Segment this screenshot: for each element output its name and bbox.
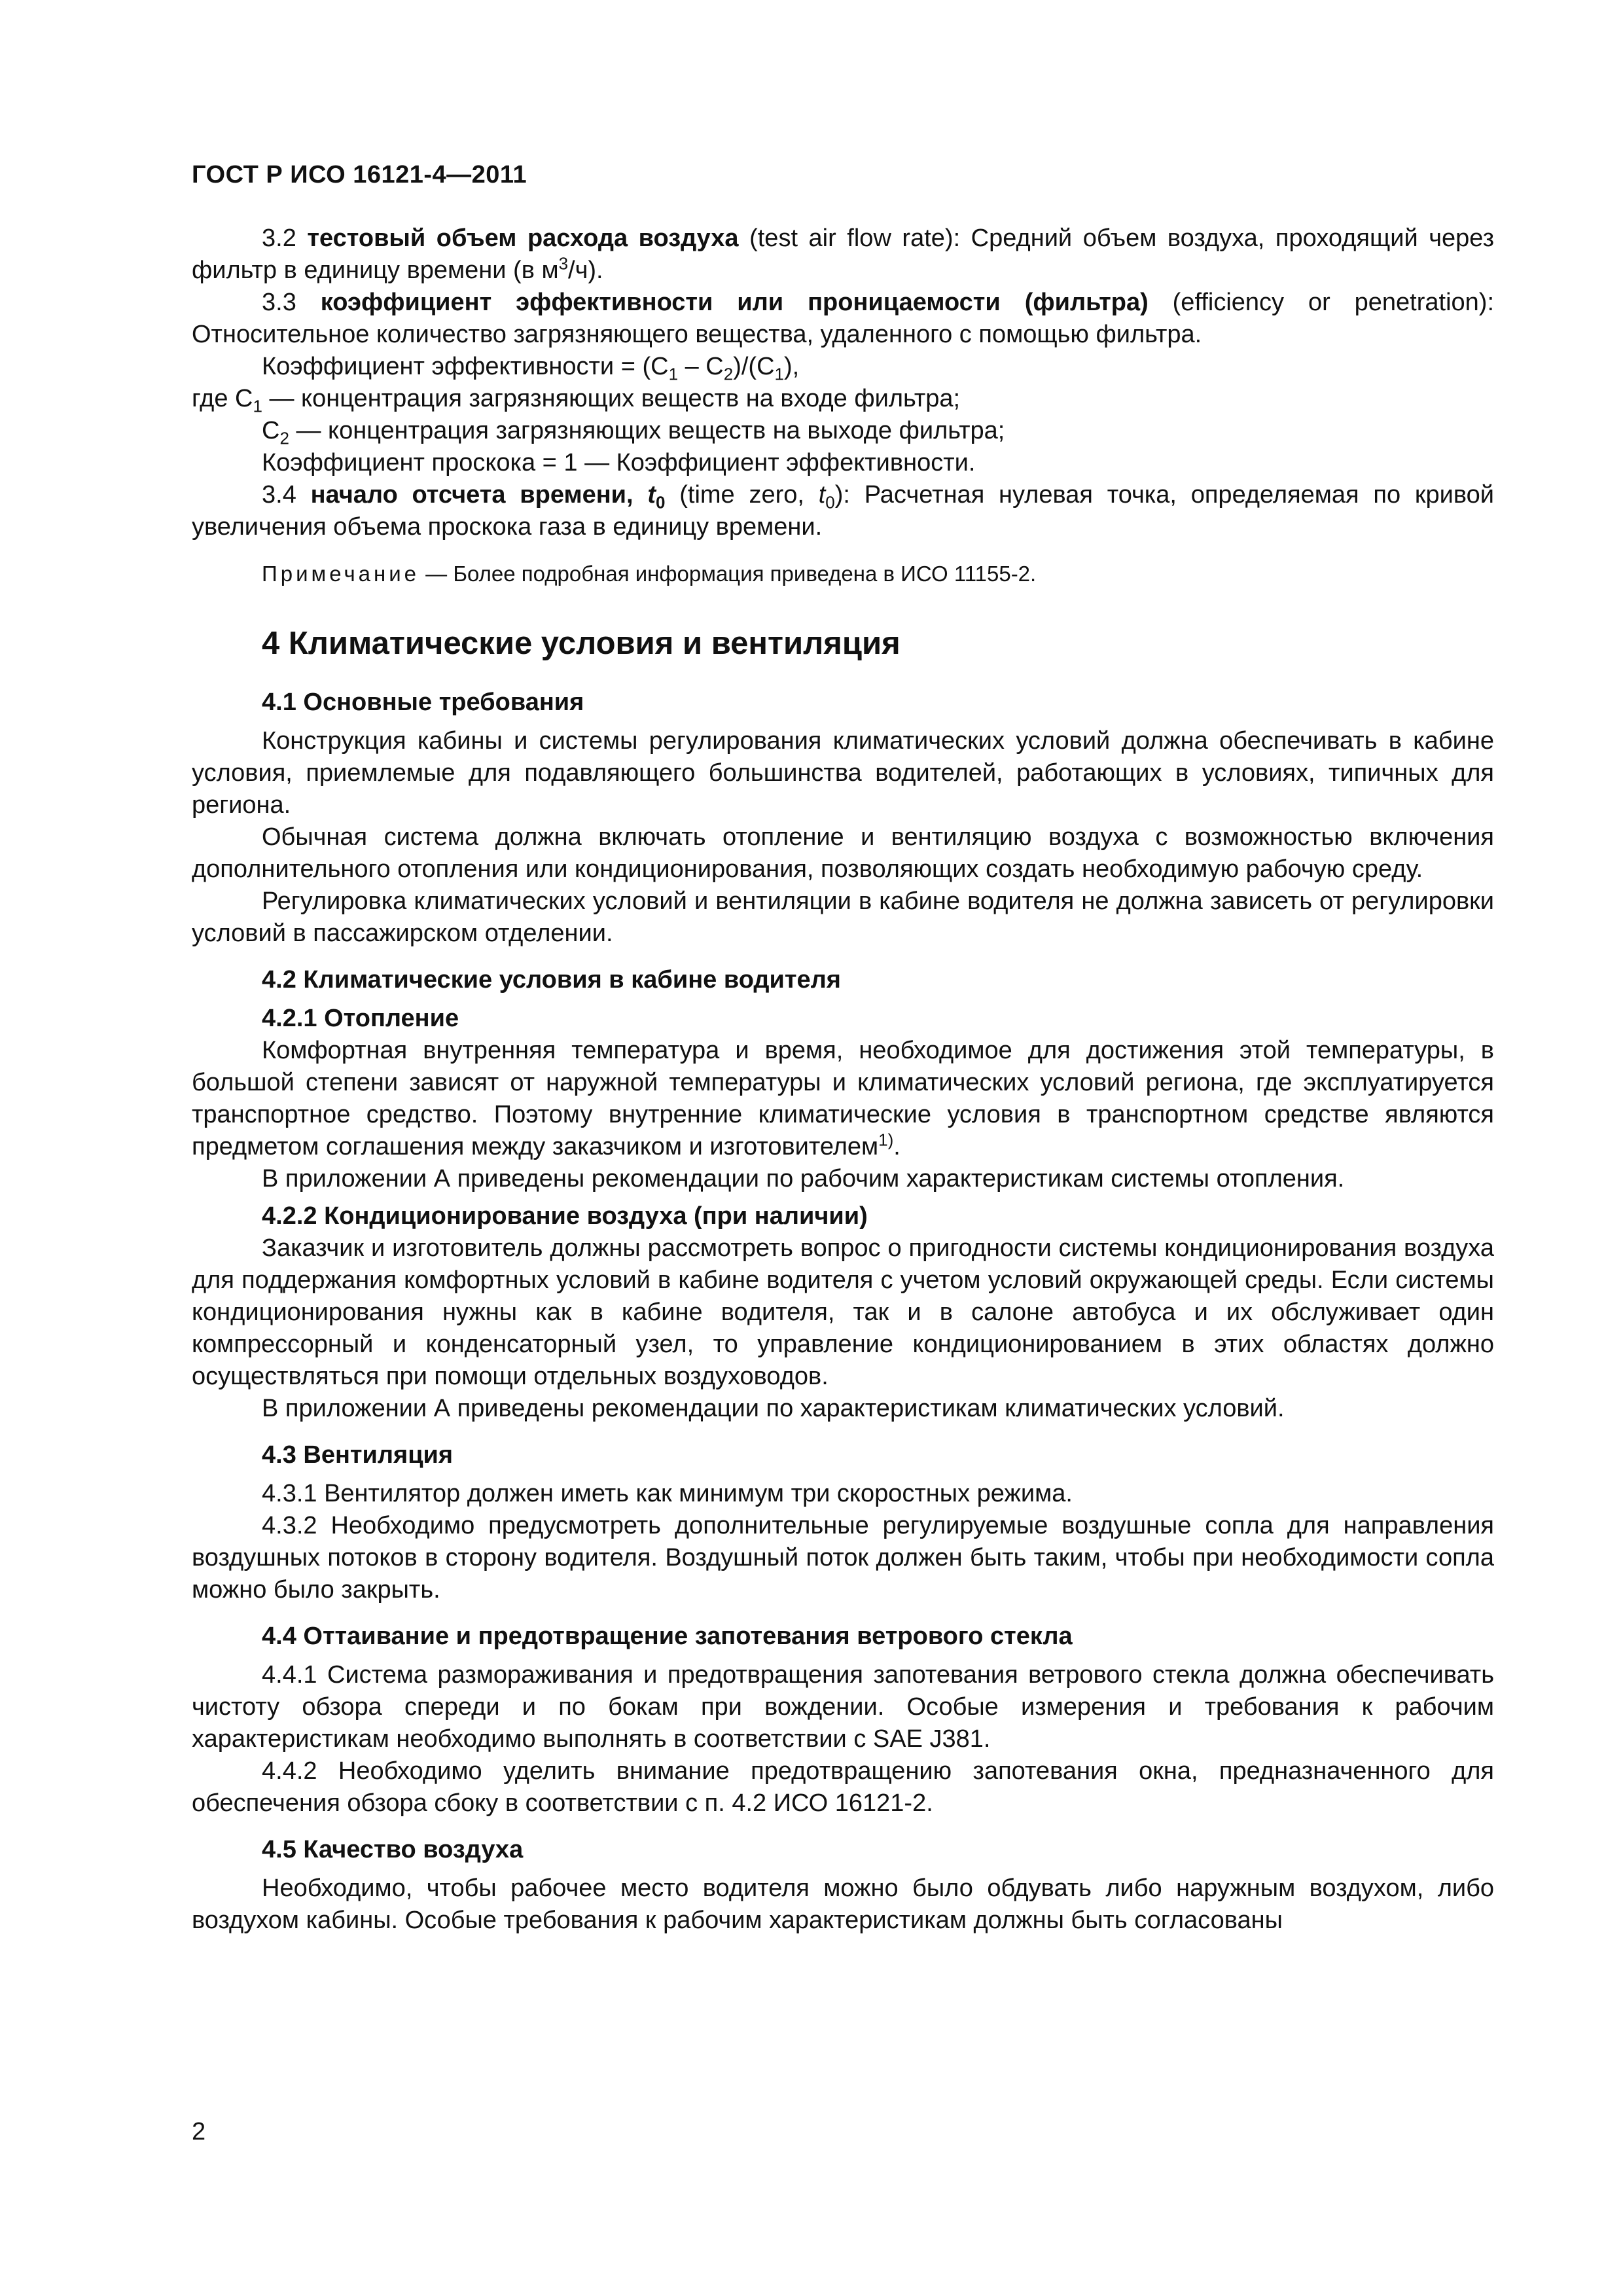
- section-4-2-heading: 4.2 Климатические условия в кабине водителя: [262, 966, 841, 994]
- paragraph: 4.3.1 Вентилятор должен иметь как минимум три скоростных режима.: [262, 1480, 1073, 1507]
- section-4-heading: 4 Климатические условия и вентиляция: [262, 626, 901, 661]
- paragraph: Необходимо, чтобы рабочее место водителя можно было обдувать либо наружным воздухом, либо воздухом кабины. Особые требования к рабочим характеристикам должны быть согласованы: [192, 1874, 1494, 1934]
- definition-3-3: 3.3 коэффициент эффективности или проницаемости (фильтра) (efficiency or penetration): Относительное количество загрязняющего вещества, удаленного с помощью фильтра.: [192, 289, 1495, 348]
- paragraph: Заказчик и изготовитель должны рассмотреть вопрос о пригодности системы кондиционирования воздуха для поддержания комфортных условий в кабине водителя с учетом условий окружающей среды. Если системы кондиционирования нужны как в кабине водителя, так и в салоне автобуса и их обслуживает один компрессорный и конденсаторный узел, то управление кондиционированием в этих областях должно осуществляться при помощи отдельных воздуховодов.: [192, 1234, 1494, 1390]
- paragraph: 4.4.2 Необходимо уделить внимание предотвращению запотевания окна, предназначенного для обеспечения обзора сбоку в соответствии с п. 4.2 ИСО 16121-2.: [192, 1757, 1494, 1817]
- formula-where-c1: где $С_1$ — концентрация загрязняющих веществ на входе фильтра;: [192, 385, 961, 416]
- note-3-4: Примечание — Более подробная информация приведена в ИСО 11155-2.: [262, 562, 1037, 586]
- definition-3-2: 3.2 тестовый объем расхода воздуха (test air flow rate): Средний объем воздуха, проходящий через фильтр в единицу времени (в $м^3/ч$).: [192, 224, 1494, 284]
- formula-breakthrough: Коэффициент проскока = 1 — Коэффициент эффективности.: [262, 449, 976, 476]
- section-4-2-2-heading: 4.2.2 Кондиционирование воздуха (при наличии): [262, 1202, 868, 1230]
- paragraph: 4.4.1 Система размораживания и предотвращения запотевания ветрового стекла должна обеспечивать чистоту обзора спереди и по бокам при вождении. Особые измерения и требования к рабочим характеристикам необходимо выполнять в соответствии с SAE J381.: [192, 1661, 1494, 1753]
- paragraph: В приложении А приведены рекомендации по рабочим характеристикам системы отопления.: [262, 1165, 1345, 1193]
- formula-where-c2: $С_2$ — концентрация загрязняющих веществ на выходе фильтра;: [262, 417, 1005, 448]
- page-body: [192, 223, 1494, 1937]
- section-4-1-heading: 4.1 Основные требования: [262, 689, 584, 716]
- section-4-5-heading: 4.5 Качество воздуха: [262, 1836, 524, 1863]
- paragraph: Регулировка климатических условий и вентиляции в кабине водителя не должна зависеть от регулировки условий в пассажирском отделении.: [192, 888, 1494, 947]
- paragraph: В приложении А приведены рекомендации по характеристикам климатических условий.: [262, 1395, 1285, 1422]
- section-4-4-heading: 4.4 Оттаивание и предотвращение запотевания ветрового стекла: [262, 1623, 1073, 1650]
- document-header: ГОСТ Р ИСО 16121-4—2011: [192, 161, 527, 188]
- page-number: 2: [192, 2118, 206, 2145]
- section-4-3-heading: 4.3 Вентиляция: [262, 1441, 454, 1469]
- paragraph: Обычная система должна включать отопление и вентиляцию воздуха с возможностью включения дополнительного отопления или кондиционирования, позволяющих создать необходимую рабочую среду.: [192, 823, 1494, 883]
- paragraph: Конструкция кабины и системы регулирования климатических условий должна обеспечивать в кабине условия, приемлемые для подавляющего большинства водителей, работающих в условиях, типичных для региона.: [192, 727, 1494, 819]
- paragraph: Комфортная внутренняя температура и время, необходимое для достижения этой температуры, в большой степени зависят от наружной температуры и климатических условий региона, где эксплуатируется транспортное средство. Поэтому внутренние климатические условия в транспортном средстве являются предметом соглашения между заказчиком и изготовителем$^{1)}$.: [192, 1037, 1494, 1160]
- formula-efficiency: Коэффициент эффективности = $(С_1 - С_2)/(С_1)$,: [262, 353, 800, 384]
- paragraph: 4.3.2 Необходимо предусмотреть дополнительные регулируемые воздушные сопла для направления воздушных потоков в сторону водителя. Воздушный поток должен быть таким, чтобы при необходимости сопла можно было закрыть.: [192, 1512, 1494, 1604]
- definition-3-4: 3.4 начало отсчета времени, $t_0$ (time zero, $t_0$): Расчетная нулевая точка, определяемая по кривой увеличения объема проскока газа в единицу времени.: [192, 481, 1494, 541]
- section-4-2-1-heading: 4.2.1 Отопление: [262, 1005, 459, 1032]
